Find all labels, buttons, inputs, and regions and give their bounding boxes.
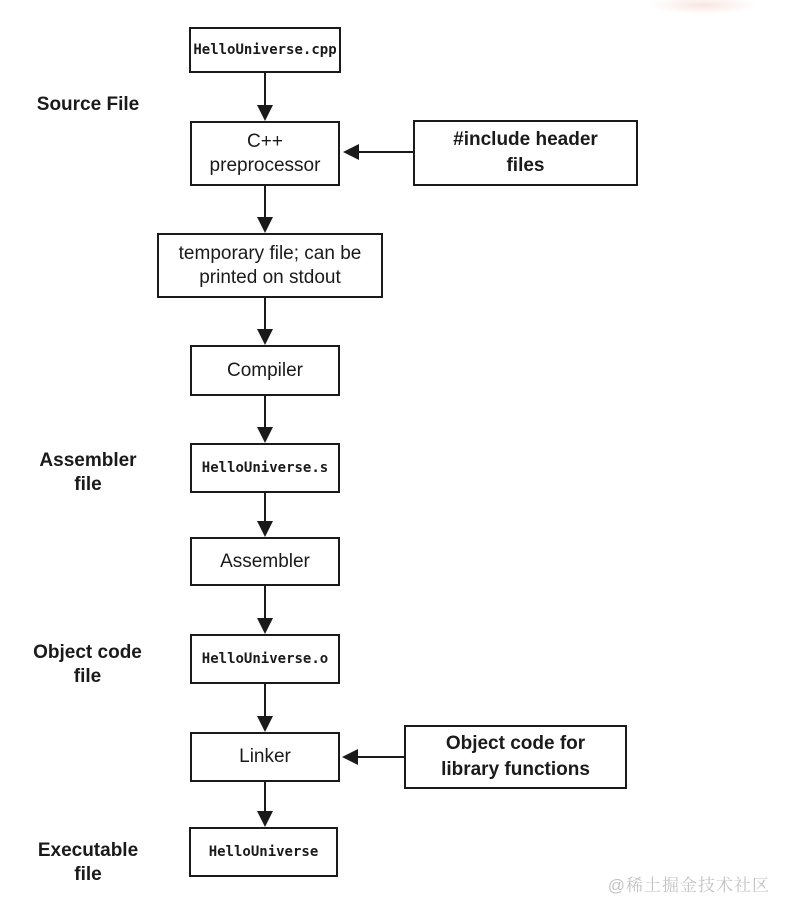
node-source-file-box bbox=[189, 27, 341, 73]
arrowhead-down-icon bbox=[257, 329, 273, 345]
node-assembler-file-box bbox=[190, 443, 340, 493]
node-label: C++ bbox=[247, 130, 283, 152]
arrowhead-down-icon bbox=[257, 427, 273, 443]
node-assembler-box bbox=[190, 537, 340, 586]
stage-label-text: Executable bbox=[37, 840, 139, 861]
stage-label-text: Assembler bbox=[39, 450, 137, 471]
arrow-line bbox=[264, 684, 266, 716]
artifact-smudge bbox=[648, 0, 758, 14]
node-label: HelloUniverse.o bbox=[201, 651, 329, 667]
arrowhead-down-icon bbox=[257, 105, 273, 121]
node-label: library functions bbox=[441, 759, 590, 780]
stage-label-assembler-file bbox=[18, 449, 158, 497]
node-label: Linker bbox=[239, 746, 291, 767]
node-object-lib-box bbox=[404, 725, 627, 789]
arrowhead-left-icon bbox=[343, 144, 359, 160]
arrowhead-down-icon bbox=[257, 217, 273, 233]
node-preprocessor-box bbox=[190, 121, 340, 186]
node-label: Assembler bbox=[220, 550, 310, 572]
arrow-line bbox=[264, 586, 266, 618]
stage-label-text: Source File bbox=[36, 94, 140, 115]
arrowhead-down-icon bbox=[257, 811, 273, 827]
arrow-line bbox=[264, 73, 266, 105]
arrow-line bbox=[264, 493, 266, 521]
node-label: printed on stdout bbox=[199, 266, 341, 288]
stage-label-text: file bbox=[73, 666, 102, 687]
node-label: HelloUniverse bbox=[208, 844, 319, 860]
node-label: Compiler bbox=[226, 359, 304, 381]
arrow-line bbox=[357, 756, 404, 758]
stage-label-object-code-file bbox=[10, 641, 165, 689]
arrow-line bbox=[264, 186, 266, 217]
node-executable-box bbox=[189, 827, 338, 877]
stage-label-executable-file bbox=[12, 839, 164, 887]
arrowhead-down-icon bbox=[257, 618, 273, 634]
arrow-line bbox=[358, 151, 413, 153]
node-linker-box bbox=[190, 732, 340, 782]
node-label: files bbox=[506, 155, 545, 176]
node-temp-file-box bbox=[157, 233, 383, 298]
stage-label-source-file bbox=[18, 93, 158, 117]
node-compiler-box bbox=[190, 345, 340, 396]
node-label: temporary file; can be bbox=[178, 242, 362, 264]
node-label: Object code for bbox=[445, 733, 586, 754]
arrowhead-down-icon bbox=[257, 716, 273, 732]
node-label: HelloUniverse.s bbox=[201, 460, 329, 476]
stage-label-text: file bbox=[74, 474, 102, 495]
node-label: HelloUniverse.cpp bbox=[193, 42, 337, 58]
arrow-line bbox=[264, 782, 266, 811]
arrow-line bbox=[264, 396, 266, 427]
arrow-line bbox=[264, 298, 266, 329]
stage-label-text: Object code bbox=[33, 642, 142, 663]
node-include-headers-box bbox=[413, 120, 638, 186]
node-object-file-box bbox=[190, 634, 340, 684]
stage-label-text: file bbox=[74, 864, 102, 885]
arrowhead-left-icon bbox=[342, 749, 358, 765]
watermark-text: @稀土掘金技术社区 bbox=[607, 876, 770, 895]
arrowhead-down-icon bbox=[257, 521, 273, 537]
node-label: preprocessor bbox=[209, 154, 321, 176]
node-label: #include header bbox=[453, 129, 598, 150]
